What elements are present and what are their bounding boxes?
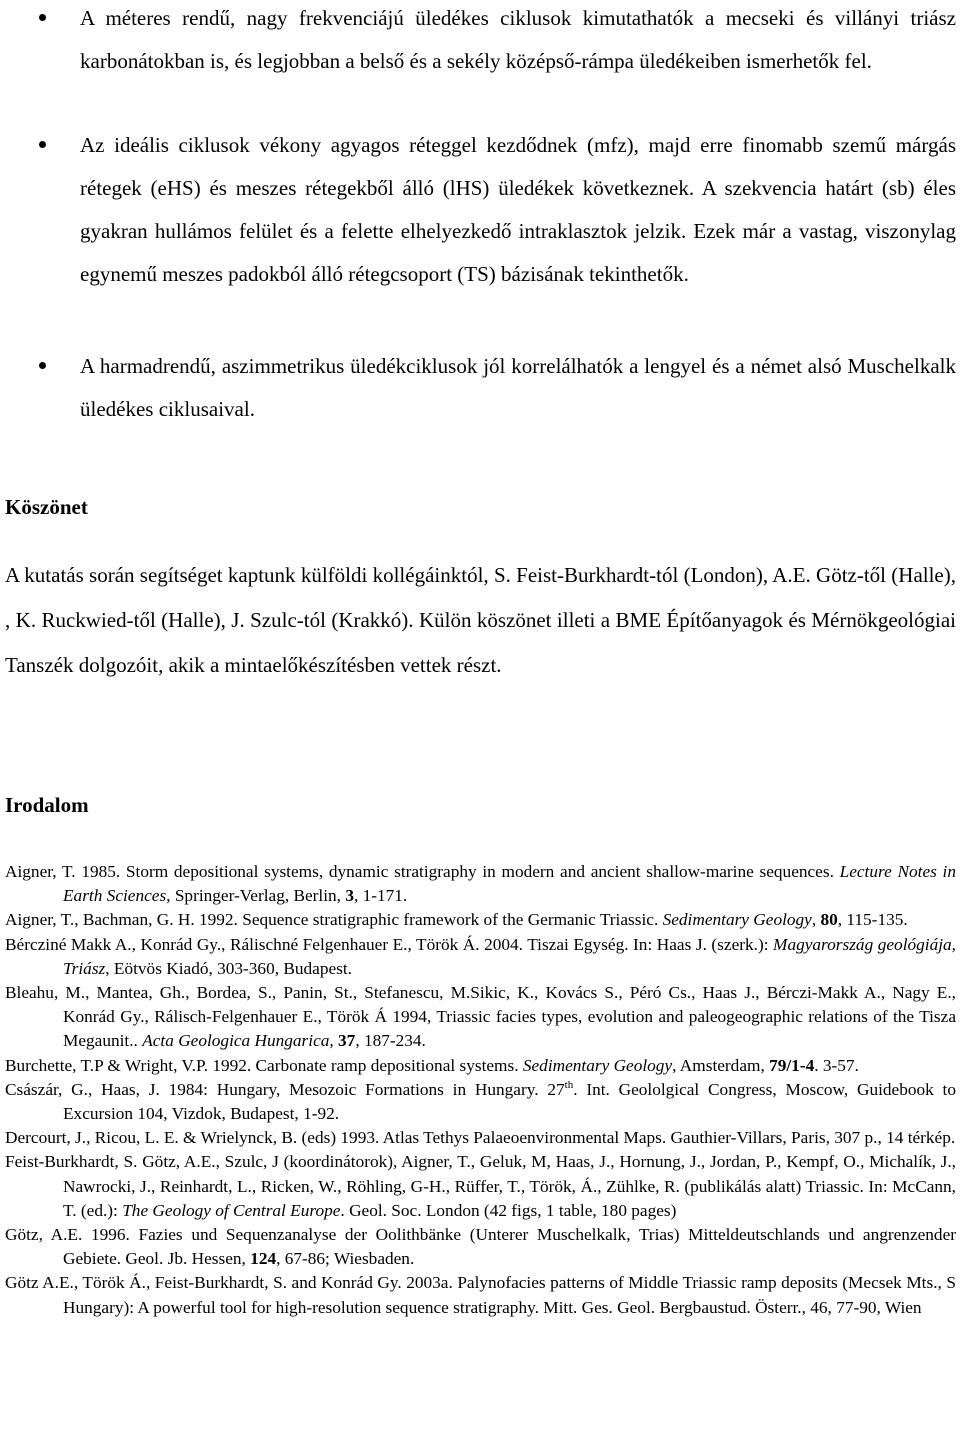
reference-authors-title: Bércziné Makk A., Konrád Gy., Rálischné Felgenhauer E., Török Á. 2004. Tiszai Egység. In: Haas J. (szerk.): bbox=[5, 934, 774, 954]
reference-item bbox=[5, 1223, 956, 1271]
reference-authors-title: Bleahu, M., Mantea, Gh., Bordea, S., Panin, St., Stefanescu, M.Sikic, K., Kovács S., Péró Cs., Haas J., Bérczi-Makk A., Nagy E., Konrád Gy., Rálisch-Felgenhauer E., Török Á 1994, Triassic facies types, evolution and paleogeographic relations of the Tisza Megaunit.. bbox=[5, 983, 956, 1051]
reference-authors-title: Aigner, T. 1985. Storm depositional systems, dynamic stratigraphy in modern and ancient shallow-marine sequences. bbox=[5, 862, 840, 881]
reference-authors-title: Dercourt, J., Ricou, L. E. & Wrielynck, B. (eds) 1993. Atlas Tethys Palaeoenvironmental Maps. Gauthier-Villars, Paris, 307 p., 14 térkép. bbox=[5, 1128, 956, 1148]
reference-authors-title: Burchette, T.P & Wright, V.P. 1992. Carbonate ramp depositional systems. bbox=[5, 1055, 523, 1075]
reference-superscript: th bbox=[564, 1079, 574, 1092]
acknowledgement-text: A kutatás során segítséget kaptunk külföldi kollégáinktól, S. Feist-Burkhardt-tól (London), A.E. Götz-től (Halle), , K. Ruckwied-től (Halle), J. Szulc-tól (Krakkó). Külön köszönet illeti a BME Építőanyagok és Mérnökgeológiai Tanszék dolgozóit, akik a mintaelőkészítésben vettek részt. bbox=[5, 563, 956, 677]
acknowledgement-heading: Köszönet bbox=[5, 495, 88, 519]
reference-authors-title: Feist-Burkhardt, S. Götz, A.E., Szulc, J (koordinátorok), Aigner, T., Geluk, M, Haas, J., Hornung, J., Jordan, P., Kempf, O., Michalík, J., Nawrocki, J., Reinhardt, L., Ricken, W., Röhling, G-H., Rüffer, T., Török, Á., Zühlke, R. (publikálás alatt) Triassic. In: McCann, T. (ed.): bbox=[5, 1152, 956, 1220]
bullet-text: A méteres rendű, nagy frekvenciájú üledékes ciklusok kimutathatók a mecseki és villányi triász karbonátokban is, és legjobban a belső és a sekély középső-rámpa üledékeiben ismerhetők fel. bbox=[80, 6, 956, 73]
reference-item bbox=[5, 1078, 956, 1126]
reference-pages: , 115-135. bbox=[837, 910, 908, 930]
reference-item bbox=[5, 933, 956, 981]
reference-item bbox=[5, 908, 956, 932]
reference-pages: , 67-86; Wiesbaden. bbox=[276, 1249, 415, 1269]
bullet-item-3 bbox=[0, 345, 960, 431]
reference-details: Springer-Verlag, Berlin, bbox=[170, 886, 346, 906]
reference-pages: , 1-171. bbox=[353, 886, 408, 906]
reference-volume: 79/1-4 bbox=[769, 1055, 815, 1075]
reference-list bbox=[5, 860, 956, 1320]
bullet-item-1 bbox=[0, 0, 960, 83]
reference-journal: The Geology of Central Europe bbox=[122, 1200, 341, 1220]
reference-authors-title: Götz A.E., Török Á., Feist-Burkhardt, S. and Konrád Gy. 2003a. Palynofacies patterns of Middle Triassic ramp deposits (Mecsek Mts., S Hungary): A powerful tool for high-resolution sequence stratigraphy. Mitt. Ges. Geol. Bergbaustud. Österr., 46, 77-90, Wien bbox=[5, 1273, 956, 1317]
bullet-dot-icon bbox=[39, 362, 46, 369]
reference-details: , Amsterdam, bbox=[672, 1055, 770, 1075]
reference-volume: 3 bbox=[345, 886, 354, 906]
reference-details: . Int. Geololgical Congress, Moscow, Guidebook to Excursion 104, Vizdok, Budapest, 1-92. bbox=[63, 1079, 956, 1124]
reference-volume: 124 bbox=[250, 1249, 277, 1269]
reference-authors-title: Götz, A.E. 1996. Fazies und Sequenzanalyse der Oolithbänke (Unterer Muschelkalk, Trias) Mitteldeutschlands und angrenzender Gebiete. Geol. Jb. Hessen, bbox=[5, 1225, 956, 1269]
bullet-text: Az ideális ciklusok vékony agyagos réteggel kezdődnek (mfz), majd erre finomabb szemű márgás rétegek (eHS) és meszes rétegekből álló (lHS) üledékek következnek. A szekvencia határt (sb) éles gyakran hullámos felület és a felette elhelyezkedő intraklasztok jelzik. Ezek már a vastag, viszonylag egynemű meszes padokból álló rétegcsoport (TS) bázisának tekinthetők. bbox=[80, 133, 956, 286]
bullet-dot-icon bbox=[39, 141, 46, 148]
references-heading: Irodalom bbox=[5, 793, 89, 817]
reference-pages: . 3-57. bbox=[814, 1055, 859, 1075]
reference-details: , Eötvös Kiadó, 303-360, Budapest. bbox=[105, 958, 352, 978]
bullet-text: A harmadrendű, aszimmetrikus üledékciklusok jól korrelálhatók a lengyel és a német alsó Muschelkalk üledékes ciklusaival. bbox=[80, 354, 956, 421]
reference-authors-title: Császár, G., Haas, J. 1984: Hungary, Mesozoic Formations in Hungary. 27 bbox=[5, 1079, 565, 1099]
reference-volume: 80 bbox=[820, 910, 838, 930]
bullet-dot-icon bbox=[39, 14, 46, 21]
reference-journal: Magyarország geológiája, Triász bbox=[63, 934, 956, 978]
bullet-item-2 bbox=[0, 124, 960, 296]
reference-item bbox=[5, 1054, 956, 1078]
reference-journal: Sedimentary Geology bbox=[522, 1055, 673, 1075]
reference-journal: Sedimentary Geology bbox=[662, 910, 812, 930]
reference-item bbox=[5, 860, 956, 908]
reference-details: . Geol. Soc. London (42 figs, 1 table, 180 pages) bbox=[340, 1200, 677, 1220]
reference-details: , bbox=[811, 910, 821, 930]
reference-pages: , 187-234. bbox=[355, 1031, 426, 1051]
reference-journal: Lecture Notes in Earth Sciences, bbox=[63, 862, 956, 906]
reference-item bbox=[5, 981, 956, 1054]
reference-journal: Acta Geologica Hungarica, bbox=[142, 1031, 334, 1051]
reference-item bbox=[5, 1126, 956, 1150]
reference-volume: 37 bbox=[338, 1031, 356, 1051]
reference-item bbox=[5, 1271, 956, 1319]
reference-item bbox=[5, 1150, 956, 1223]
reference-authors-title: Aigner, T., Bachman, G. H. 1992. Sequence stratigraphic framework of the Germanic Triassic. bbox=[5, 910, 663, 930]
